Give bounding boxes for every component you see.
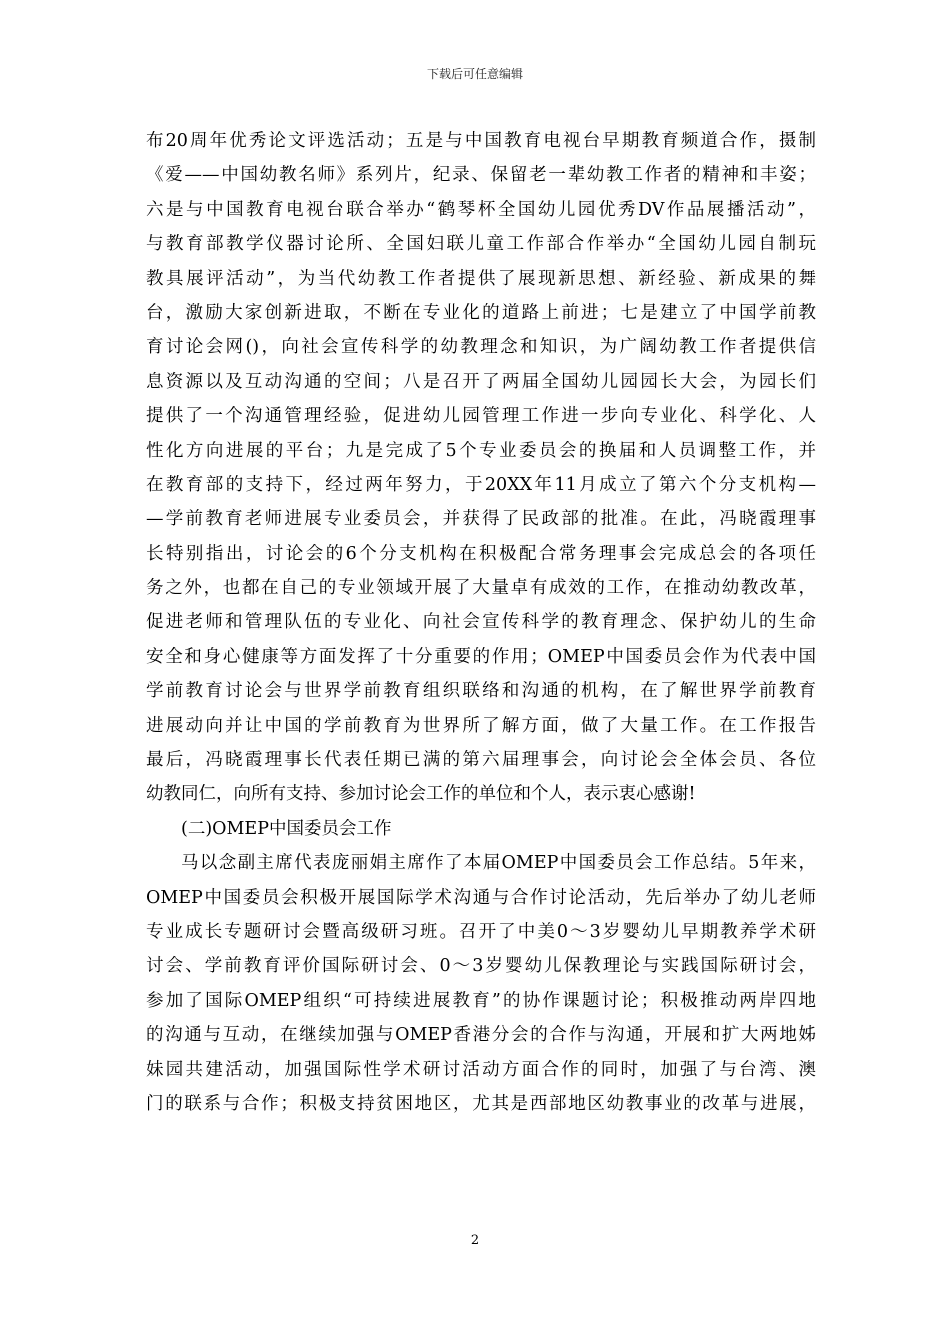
text-line: —学前教育老师进展专业委员会，并获得了民政部的批准。在此，冯晓霞理事	[146, 509, 816, 530]
text-line: 布20周年优秀论文评选活动；五是与中国教育电视台早期教育频道合作，摄制	[146, 131, 816, 151]
page-number: 2	[470, 1233, 480, 1248]
text-line: 提供了一个沟通管理经验，促进幼儿园管理工作进一步向专业化、科学化、人	[146, 406, 816, 427]
text-line: 务之外，也都在自己的专业领域开展了大量卓有成效的工作，在推动幼教改革，	[146, 578, 816, 599]
document-body	[146, 124, 816, 1121]
text-line: 讨会、学前教育评价国际研讨会、0～3岁婴幼儿保教理论与实践国际研讨会，	[146, 956, 816, 977]
text-line: 门的联系与合作；积极支持贫困地区，尤其是西部地区幼教事业的改革与进展，	[146, 1093, 816, 1114]
text-line: 专业成长专题研讨会暨高级研习班。召开了中美0～3岁婴幼儿早期教养学术研	[146, 921, 816, 942]
text-line: 幼教同仁，向所有支持、参加讨论会工作的单位和个人，表示衷心感谢!	[146, 784, 696, 805]
text-line: 息资源以及互动沟通的空间；八是召开了两届全国幼儿园园长大会，为园长们	[146, 371, 816, 392]
text-line: 性化方向进展的平台；九是完成了5个专业委员会的换届和人员调整工作，并	[146, 440, 816, 461]
text-line: 妹园共建活动，加强国际性学术研讨活动方面合作的同时，加强了与台湾、澳	[146, 1059, 816, 1080]
text-line: 六是与中国教育电视台联合举办“鹤琴杯全国幼儿园优秀DV作品展播活动”，	[146, 199, 816, 220]
text-line: 长特别指出，讨论会的6个分支机构在积极配合常务理事会完成总会的各项任	[146, 543, 816, 564]
text-line: 《爱——中国幼教名师》系列片，纪录、保留老一辈幼教工作者的精神和丰姿；	[146, 165, 816, 186]
section-heading: (二)OMEP中国委员会工作	[181, 818, 392, 839]
page-header: 下载后可任意编辑	[426, 67, 523, 81]
text-line: 马以念副主席代表庞丽娟主席作了本届OMEP中国委员会工作总结。5年来，	[181, 853, 816, 874]
text-line: 与教育部教学仪器讨论所、全国妇联儿童工作部合作举办“全国幼儿园自制玩	[146, 234, 816, 255]
text-line: 参加了国际OMEP组织“可持续进展教育”的协作课题讨论；积极推动两岸四地	[146, 990, 816, 1011]
text-line: 台，激励大家创新进取，不断在专业化的道路上前进；七是建立了中国学前教	[146, 302, 816, 323]
text-line: 安全和身心健康等方面发挥了十分重要的作用；OMEP中国委员会作为代表中国	[146, 646, 816, 667]
text-line: 教具展评活动”，为当代幼教工作者提供了展现新思想、新经验、新成果的舞	[146, 268, 816, 289]
text-line: 学前教育讨论会与世界学前教育组织联络和沟通的机构，在了解世界学前教育	[146, 681, 816, 702]
text-line: 在教育部的支持下，经过两年努力，于20XX年11月成立了第六个分支机构—	[146, 474, 816, 495]
text-line: 最后，冯晓霞理事长代表任期已满的第六届理事会，向讨论会全体会员、各位	[146, 750, 816, 771]
text-line: 育讨论会网()，向社会宣传科学的幼教理念和知识，为广阔幼教工作者提供信	[146, 337, 816, 358]
text-line: 的沟通与互动，在继续加强与OMEP香港分会的合作与沟通，开展和扩大两地姊	[146, 1025, 816, 1046]
text-line: 促进老师和管理队伍的专业化、向社会宣传科学的教育理念、保护幼儿的生命	[146, 612, 816, 633]
text-line: OMEP中国委员会积极开展国际学术沟通与合作讨论活动，先后举办了幼儿老师	[146, 887, 816, 908]
text-line: 进展动向并让中国的学前教育为世界所了解方面，做了大量工作。在工作报告	[146, 715, 816, 736]
